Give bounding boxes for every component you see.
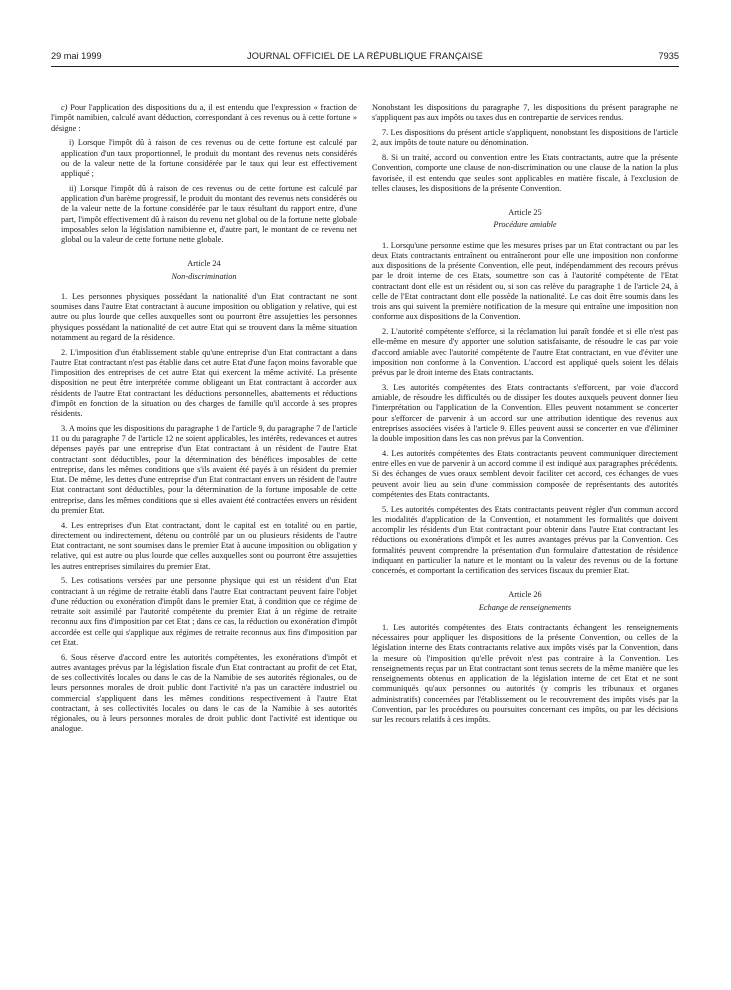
article-25-title: Article 25 [508, 208, 542, 217]
article-25-paragraph-1: 1. Lorsqu'une personne estime que les mesures prises par un Etat contractant ou par les deux Etats contractants entraînent ou entraîneront pour elle une imposition non conforme aux dispositions de la présente Convention, elle peut, indépendamment des recours prévus par le droit interne de ces Etats, soumettre son cas à l'autorité compétente de l'Etat contractant dont elle est un résident ou, si son cas relève du paragraphe 1 de l'article 24, à celle de l'Etat contractant dont elle possède la nationalité. Le cas doit être soumis dans les trois ans qui suivent la première notification de la mesure qui entraîne une imposition non conforme aux dispositions de la Convention. [372, 240, 678, 322]
article-26-subtitle: Echange de renseignements [478, 602, 572, 612]
item-i: i) Lorsque l'impôt dû à raison de ces revenus ou de cette fortune est calculé par application d'un taux proportionnel, le produit du montant des revenus nets considérés ou de la valeur nette de la fortune considérée par le taux qui leur est effectivement appliqué ; [61, 138, 357, 178]
issue-date: 29 mai 1999 [51, 51, 102, 61]
right-column [372, 103, 678, 730]
article-24-continuation: Nonobstant les dispositions du paragraphe 7, les dispositions du présent paragraphe ne s'appliquent pas aux impôts ou taxes dus en contrepartie de services rendus. [372, 103, 678, 123]
article-24-paragraph-7: 7. Les dispositions du présent article s'appliquent, nonobstant les dispositions de l'article 2, aux impôts de toute nature ou dénomination. [372, 128, 678, 148]
article-24-paragraph-1: 1. Les personnes physiques possédant la nationalité d'un Etat contractant ne sont soumises dans l'autre Etat contractant à aucune imposition ou obligation y relative, qui est autre ou plus lourde que celles auxquelles sont ou pourront être assujetties les personnes physiques possédant la nationalité de cet autre Etat qui se trouvent dans la même situation notamment au regard de la résidence. [51, 291, 357, 342]
article-24-paragraph-8: 8. Si un traité, accord ou convention entre les Etats contractants, autre que la présente Convention, comporte une clause de non-discrimination ou une clause de la nation la plus favorisée, il est entendu que seules sont applicables en matière fiscale, à l'exclusion de telles clauses, les dispositions de la présente Convention. [372, 153, 678, 193]
article-24-paragraph-4: 4. Les entreprises d'un Etat contractant, dont le capital est en totalité ou en partie, directement ou indirectement, détenu ou contrôlé par un ou plusieurs résidents de l'autre Etat contractant, ne sont soumises dans le premier Etat à aucune imposition ou obligation y relative, qui est autre ou plus lourde que celles auxquelles sont ou pourront être assujetties les autres entreprises similaires du premier Etat. [51, 520, 357, 571]
article-24-paragraph-6: 6. Sous réserve d'accord entre les autorités compétentes, les exonérations d'impôt et autres avantages prévus par la législation fiscale d'un Etat contractant au profit de cet Etat, de ses collectivités locales ou dans le cas de la Namibie de ses autorités régionales, ou de leurs personnes morales de droit public dont l'activité n'a pas un caractère industriel ou commercial s'appliquent dans les mêmes conditions respectivement à l'autre Etat contractant, à ses collectivités locales ou dans le cas de la Namibie à ses autorités régionales, ou à leurs personnes morales de droit public dont l'activité est identique ou analogue. [51, 652, 357, 734]
intro-label: c) [61, 103, 68, 112]
intro-text: Pour l'application des dispositions du a, il est entendu que l'expression « fraction de l'impôt namibien, calculé avant déduction, correspondant à ces revenus ou à cette fortune » désigne : [51, 103, 357, 133]
article-24-title: Article 24 [187, 259, 221, 269]
article-24-paragraph-5: 5. Les cotisations versées par une personne physique qui est un résident d'un Etat contractant à un régime de retraite établi dans l'autre Etat contractant peuvent faire l'objet d'une réduction ou exonération d'impôt dans le premier Etat, à condition que ce régime de retraite soit assimilé par l'autorité compétente du premier Etat à un régime de retraite reconnu aux fins d'imposition par cet Etat ; dans ce cas, la réduction ou exonération d'impôt accordée est celle qui s'applique aux régimes de retraite reconnus aux fins d'imposition par cet Etat. [51, 576, 357, 647]
article-24-paragraph-2: 2. L'imposition d'un établissement stable qu'une entreprise d'un Etat contractant a dans l'autre Etat contractant n'est pas établie dans cet autre Etat d'une façon moins favorable que l'imposition des entreprises de cet autre Etat qui exercent la même activité. La présente disposition ne peut être interprétée comme obligeant un Etat contractant à accorder aux résidents de l'autre Etat contractant les déductions personnelles, abattements et réductions d'impôt en fonction de la situation ou des charges de famille qu'il accorde à ses propres résidents. [51, 347, 357, 418]
page-number: 7935 [658, 51, 679, 61]
journal-title: JOURNAL OFFICIEL DE LA RÉPUBLIQUE FRANÇAISE [247, 51, 483, 61]
article-26-paragraph-1: 1. Les autorités compétentes des Etats contractants échangent les renseignements nécessaires pour appliquer les dispositions de la présente Convention, ou celles de la législation interne des Etats contractants relative aux impôts visés par la Convention, dans la mesure où l'imposition qu'elle prévoit n'est pas contraire à la Convention. Les renseignements reçus par un Etat contractant sont tenus secrets de la même manière que les renseignements obtenus en application de la législation interne de cet Etat et ne sont communiqués qu'aux personnes ou autorités (y compris les tribunaux et organes administratifs) concernées par l'établissement ou le recouvrement des impôts visés par la Convention, par les procédures ou poursuites concernant ces impôts, ou par les décisions sur les recours relatifs à ces impôts. [372, 622, 678, 724]
item-ii: ii) Lorsque l'impôt dû à raison de ces revenus ou de cette fortune est calculé par application d'un barème progressif, le produit du montant des revenus nets considérés ou de la valeur nette de la fortune considérée par le taux résultant du rapport entre, d'une part, l'impôt effectivement dû à raison du revenu net global ou de la fortune nette globale imposables selon la législation namibienne et, d'autre part, le montant de ce revenu net global ou la valeur de cette fortune nette globale. [61, 183, 357, 244]
article-26-title: Article 26 [508, 590, 542, 600]
article-25-paragraph-5: 5. Les autorités compétentes des Etats contractants peuvent régler d'un commun accord les modalités d'application de la Convention, et notamment les formalités que doivent accomplir les résidents d'un Etat contractant pour obtenir dans l'autre Etat contractant les réductions ou exonérations d'impôt et les autres avantages prévus par la Convention. Ces formalités peuvent comprendre la présentation d'un formulaire d'attestation de résidence indiquant en particulier la nature et le montant ou la valeur des revenus ou de la fortune concernés, et comportant la certification des services fiscaux du premier Etat. [372, 504, 678, 575]
article-25-paragraph-3: 3. Les autorités compétentes des Etats contractants s'efforcent, par voie d'accord amiable, de résoudre les difficultés ou de dissiper les doutes auxquels peuvent donner lieu l'interprétation ou l'application de la Convention. Elles peuvent notamment se concerter pour s'efforcer de parvenir à un accord sur une attribution identique des revenus aux entreprises associées visées à l'article 9. Elles peuvent aussi se concerter en vue d'éliminer la double imposition dans les cas non prévus par la Convention. [372, 382, 678, 443]
left-column [51, 103, 357, 739]
header-rule [51, 66, 679, 67]
article-25-subtitle: Procédure amiable [493, 220, 557, 230]
article-24-subtitle: Non-discrimination [171, 271, 237, 281]
intro-paragraph [51, 103, 357, 134]
page-header [51, 51, 679, 67]
article-25-paragraph-2: 2. L'autorité compétente s'efforce, si la réclamation lui paraît fondée et si elle n'est pas elle-même en mesure d'y apporter une solution satisfaisante, de résoudre le cas par voie d'accord amiable avec l'autorité compétente de l'autre Etat contractant, en vue d'éviter une imposition non conforme à la Convention. L'accord est appliqué quels soient les délais prévus par le droit interne des Etats contractants. [372, 327, 678, 377]
article-24-paragraph-3: 3. A moins que les dispositions du paragraphe 1 de l'article 9, du paragraphe 7 de l'article 11 ou du paragraphe 7 de l'article 12 ne soient applicables, les intérêts, redevances et autres dépenses payés par une entreprise d'un Etat contractant à un résident de l'autre Etat contractant sont déductibles, pour la détermination des bénéfices imposables de cette entreprise, dans les mêmes conditions que s'ils avaient été payés à un résident du premier Etat. De même, les dettes d'une entreprise d'un Etat contractant envers un résident de l'autre Etat contractant sont déductibles, pour la détermination de la fortune imposable de cette entreprise, dans les mêmes conditions que si elles avaient été contractées envers un résident du premier Etat. [51, 423, 357, 515]
article-25-paragraph-4: 4. Les autorités compétentes des Etats contractants peuvent communiquer directement entre elles en vue de parvenir à un accord comme il est indiqué aux paragraphes précédents. Si des échanges de vues oraux semblent devoir faciliter cet accord, ces échanges de vues peuvent avoir lieu au sein d'une commission composée de représentants des autorités compétentes des Etats contractants. [372, 448, 678, 499]
